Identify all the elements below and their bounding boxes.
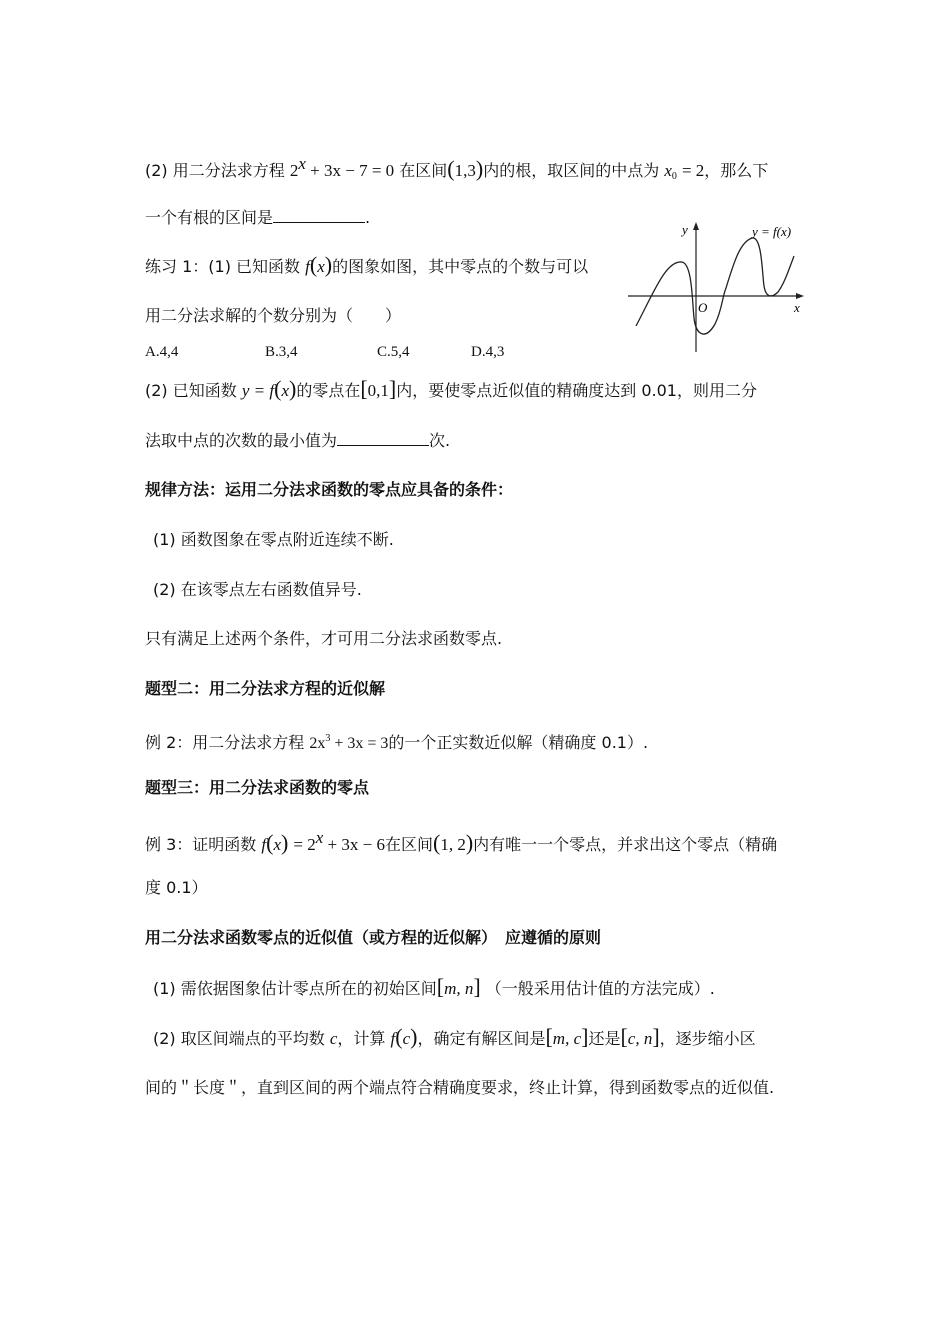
choice-d: D.4,3 [471, 344, 505, 360]
x-axis-label: x [794, 300, 800, 315]
origin-label: O [698, 300, 708, 315]
curve-label: y = f(x) [752, 224, 792, 239]
type2-heading: 题型二：用二分法求方程的近似解 [145, 679, 386, 698]
principle-item-2: (2) 取区间端点的平均数 c，计算 f(c)，确定有解区间是[m, c]还是[c, n]，逐步缩小区 [153, 1024, 756, 1049]
ex1-p2-line1: (2) 已知函数 y = f(x)的零点在[0,1]内，要使零点近似值的精确度达到 0.01，则用二分 [145, 376, 757, 401]
function-graph [622, 218, 812, 356]
answer-blank-2 [337, 429, 429, 446]
equation: 2$^x$ + 3x − 7 = 0 [289, 154, 395, 180]
y-axis-label: y [682, 222, 688, 237]
ex1-line1: 练习 1：(1) 已知函数 f(x)的图象如图，其中零点的个数与可以 [145, 252, 589, 277]
rule-item-1: (1) 函数图象在零点附近连续不断. [153, 530, 394, 549]
q2-line2: 一个有根的区间是 . [145, 208, 371, 227]
principle-item-2-cont: 间的＂长度＂，直到区间的两个端点符合精确度要求，终止计算，得到函数零点的近似值. [145, 1078, 775, 1097]
choice-c: C.5,4 [377, 344, 410, 360]
rules-conclusion: 只有满足上述两个条件，才可用二分法求函数零点. [145, 629, 503, 648]
ex1-line2: 用二分法求解的个数分别为（ ） [145, 306, 402, 325]
example-2: 例 2：用二分法求方程 $2x^3 + 3x = 3$的一个正实数近似解（精确度 0.1）. [145, 733, 649, 752]
ex1-p2-line2: 法取中点的次数的最小值为 次. [145, 431, 451, 450]
answer-blank [273, 206, 365, 223]
principle-item-1: (1) 需依据图象估计零点所在的初始区间[m, n] （一般采用估计值的方法完成）. [153, 974, 715, 999]
principle-heading: 用二分法求函数零点的近似值（或方程的近似解） 应遵循的原则 [145, 928, 602, 947]
rules-heading: 规律方法：运用二分法求函数的零点应具备的条件： [145, 480, 514, 499]
type3-heading: 题型三：用二分法求函数的零点 [145, 778, 370, 797]
choice-b: B.3,4 [265, 344, 298, 360]
q2-line1: (2) 用二分法求方程 2$^x$ + 3x − 7 = 0 在区间(1,3)内的根，取区间的中点为 $x_0 = 2$，那么下 [145, 154, 769, 182]
example-3-line1: 例 3：证明函数 $f(x) = 2^x + 3x - 6$在区间(1, 2)内有唯一一个零点，并求出这个零点（精确 [145, 828, 778, 855]
rule-item-2: (2) 在该零点左右函数值异号. [153, 580, 362, 599]
choice-a: A.4,4 [145, 344, 179, 360]
example-3-line2: 度 0.1） [145, 878, 208, 897]
